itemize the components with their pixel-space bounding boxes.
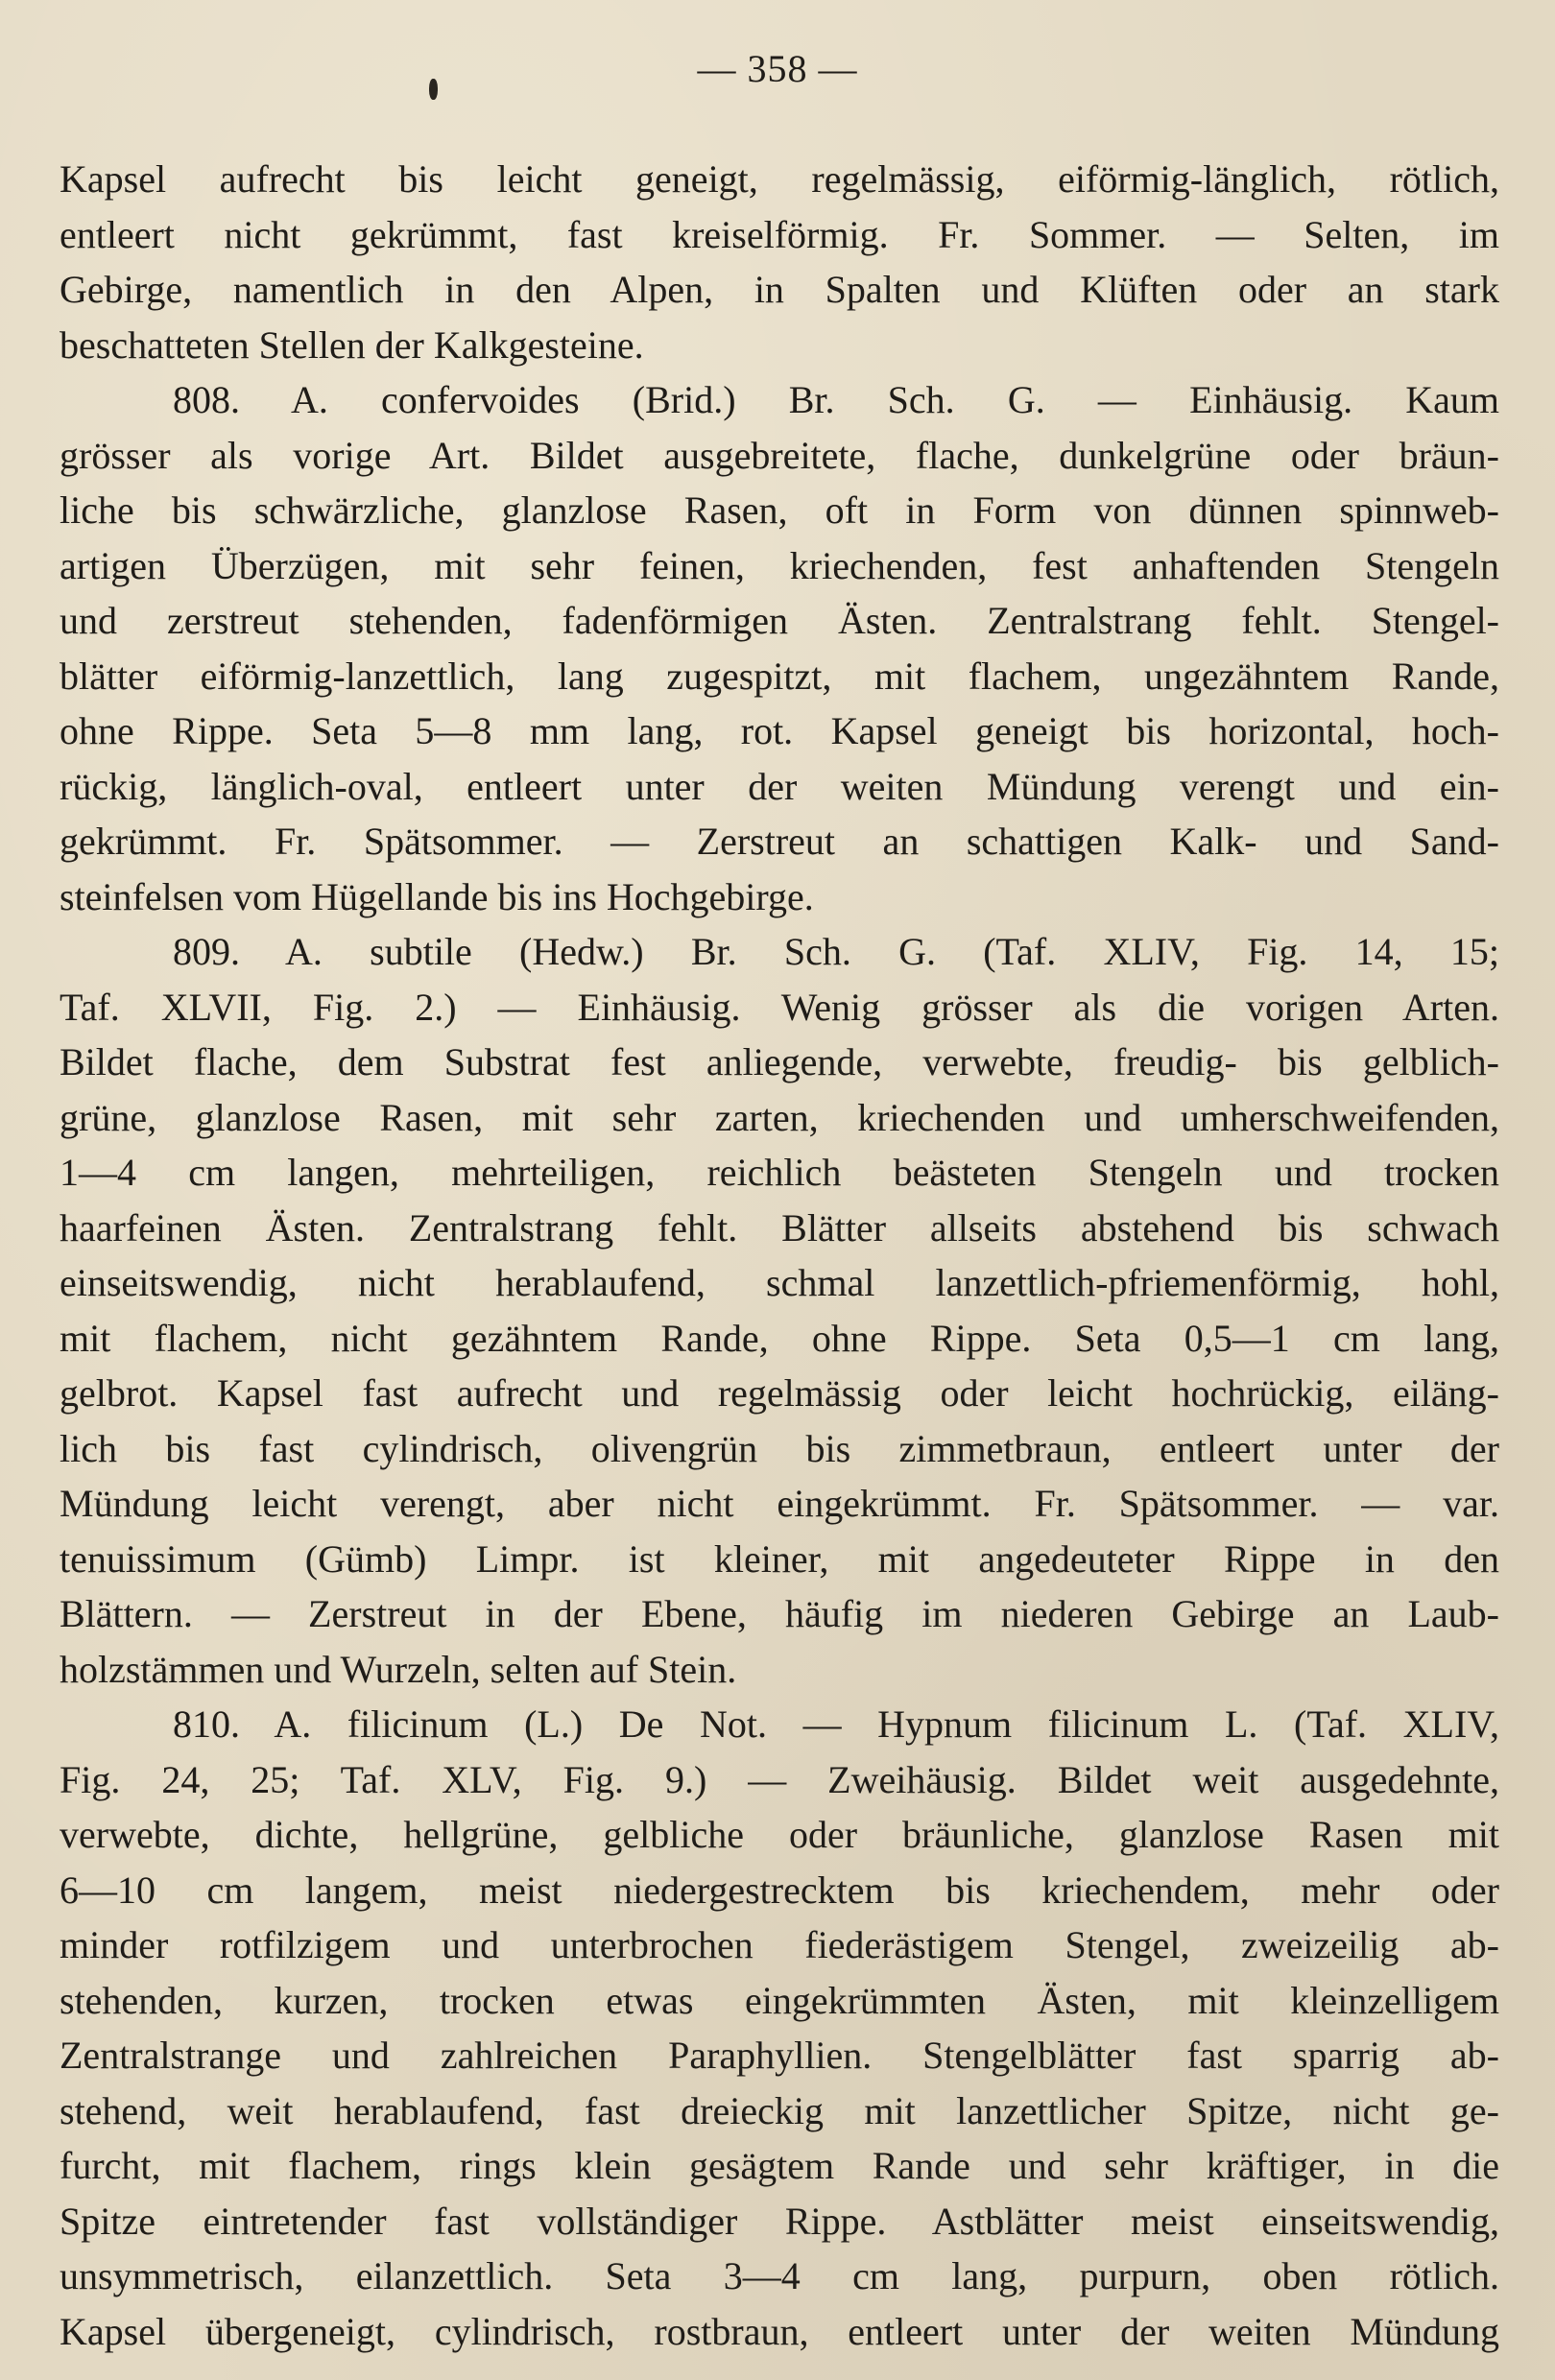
- text-line: Spitze eintretender fast vollständiger Rippe. Astblätter meist einseitswendig,: [60, 2199, 1499, 2243]
- ink-speck: [429, 79, 438, 100]
- text-line: 810. A. filicinum (L.) De Not. — Hypnum filicinum L. (Taf. XLIV,: [173, 1702, 1499, 1746]
- text-line: Gebirge, namentlich in den Alpen, in Spalten und Klüften oder an stark: [60, 268, 1499, 311]
- text-line: gelbrot. Kapsel fast aufrecht und regelmässig oder leicht hochrückig, eiläng-: [60, 1371, 1499, 1415]
- text-line: rückig, länglich-oval, entleert unter der weiten Mündung verengt und ein-: [60, 764, 1499, 808]
- text-line: tenuissimum (Gümb) Limpr. ist kleiner, mit angedeuteter Rippe in den: [60, 1536, 1499, 1581]
- text-line: ohne Rippe. Seta 5—8 mm lang, rot. Kapsel geneigt bis horizontal, hoch-: [60, 709, 1499, 752]
- text-line: unsymmetrisch, eilanzettlich. Seta 3—4 cm lang, purpurn, oben rötlich.: [60, 2254, 1499, 2297]
- text-line: 6—10 cm langem, meist niedergestrecktem bis kriechendem, mehr oder: [60, 1868, 1499, 1912]
- text-line: stehend, weit herablaufend, fast dreieckig mit lanzettlicher Spitze, nicht ge-: [60, 2088, 1499, 2132]
- text-line: Zentralstrange und zahlreichen Paraphyllien. Stengelblätter fast sparrig ab-: [60, 2034, 1499, 2077]
- text-line: mit flachem, nicht gezähntem Rande, ohne Rippe. Seta 0,5—1 cm lang,: [60, 1316, 1499, 1360]
- text-line: entleert nicht gekrümmt, fast kreiselförmig. Fr. Sommer. — Selten, im: [60, 212, 1499, 256]
- text-line: beschatteten Stellen der Kalkgesteine.: [60, 322, 644, 367]
- body-text: [60, 152, 1499, 2359]
- page-number: — 358 —: [697, 47, 858, 90]
- text-line: Bildet flache, dem Substrat fest anliegende, verwebte, freudig- bis gelblich-: [60, 1040, 1499, 1083]
- text-line: liche bis schwärzliche, glanzlose Rasen, oft in Form von dünnen spinnweb-: [60, 488, 1499, 532]
- text-line: grüne, glanzlose Rasen, mit sehr zarten, kriechenden und umherschweifenden,: [60, 1095, 1499, 1139]
- text-line: und zerstreut stehenden, fadenförmigen Ästen. Zentralstrang fehlt. Stengel-: [60, 599, 1499, 642]
- text-line: steinfelsen vom Hügellande bis ins Hochgebirge.: [60, 874, 814, 918]
- text-line: Fig. 24, 25; Taf. XLV, Fig. 9.) — Zweihäusig. Bildet weit ausgedehnte,: [60, 1757, 1499, 1801]
- text-line: Kapsel aufrecht bis leicht geneigt, regelmässig, eiförmig-länglich, rötlich,: [60, 157, 1499, 201]
- text-line: holzstämmen und Wurzeln, selten auf Stein.: [60, 1647, 737, 1691]
- text-line: einseitswendig, nicht herablaufend, schmal lanzettlich-pfriemenförmig, hohl,: [60, 1261, 1499, 1304]
- text-line: gekrümmt. Fr. Spätsommer. — Zerstreut an schattigen Kalk- und Sand-: [60, 820, 1499, 863]
- text-line: stehenden, kurzen, trocken etwas eingekrümmten Ästen, mit kleinzelligem: [60, 1978, 1499, 2022]
- text-line: verwebte, dichte, hellgrüne, gelbliche oder bräunliche, glanzlose Rasen mit: [60, 1813, 1499, 1856]
- text-line: lich bis fast cylindrisch, olivengrün bis zimmetbraun, entleert unter der: [60, 1426, 1499, 1470]
- text-line: haarfeinen Ästen. Zentralstrang fehlt. Blätter allseits abstehend bis schwach: [60, 1205, 1499, 1250]
- text-line: 808. A. confervoides (Brid.) Br. Sch. G. — Einhäusig. Kaum: [173, 378, 1499, 421]
- text-line: Blättern. — Zerstreut in der Ebene, häufig im niederen Gebirge an Laub-: [60, 1592, 1499, 1635]
- text-line: furcht, mit flachem, rings klein gesägtem Rande und sehr kräftiger, in die: [60, 2144, 1499, 2187]
- text-line: 1—4 cm langen, mehrteiligen, reichlich beästeten Stengeln und trocken: [60, 1151, 1499, 1194]
- text-line: grösser als vorige Art. Bildet ausgebreitete, flache, dunkelgrüne oder bräun-: [60, 433, 1499, 477]
- text-line: blätter eiförmig-lanzettlich, lang zugespitzt, mit flachem, ungezähntem Rande,: [60, 654, 1499, 698]
- text-line: minder rotfilzigem und unterbrochen fiederästigem Stengel, zweizeilig ab-: [60, 1923, 1499, 1966]
- text-line: 809. A. subtile (Hedw.) Br. Sch. G. (Taf. XLIV, Fig. 14, 15;: [173, 930, 1499, 973]
- text-line: Taf. XLVII, Fig. 2.) — Einhäusig. Wenig grösser als die vorigen Arten.: [60, 985, 1499, 1029]
- text-line: Mündung leicht verengt, aber nicht eingekrümmt. Fr. Spätsommer. — var.: [60, 1482, 1499, 1525]
- text-line: artigen Überzügen, mit sehr feinen, kriechenden, fest anhaftenden Stengeln: [60, 543, 1499, 587]
- text-line: Kapsel übergeneigt, cylindrisch, rostbraun, entleert unter der weiten Mündung: [60, 2309, 1499, 2353]
